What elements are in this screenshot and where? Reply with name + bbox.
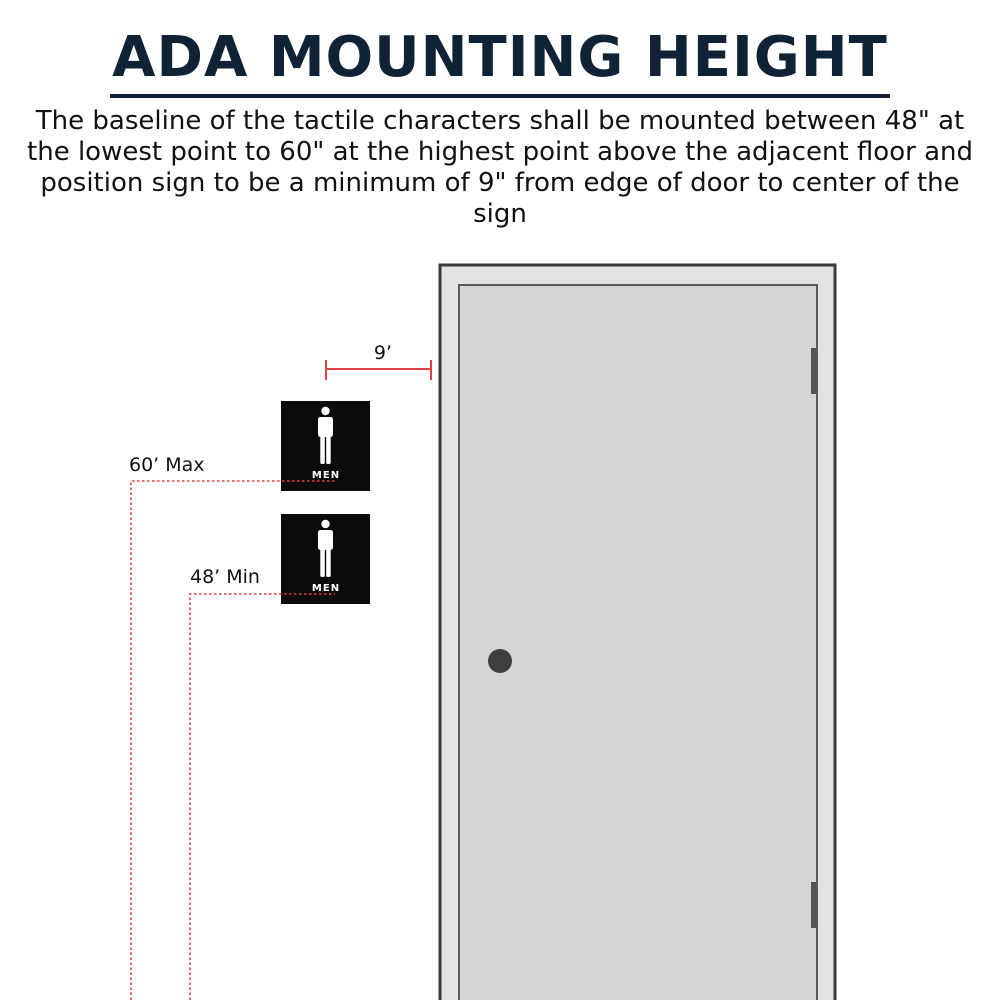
- offset-label: 9’: [373, 342, 393, 364]
- door-hinge-bottom: [811, 882, 817, 928]
- sign-lower-label: MEN: [311, 583, 341, 594]
- sign-upper-label: MEN: [311, 470, 341, 481]
- mounting-description: The baseline of the tactile characters shall be mounted between 48" at the lowest point to 60" at the highest point above the adjacent floor and position sign to be a minimum of 9" from edge of door to center of the sign: [27, 106, 973, 229]
- title-text: ADA MOUNTING HEIGHT: [110, 28, 890, 98]
- sign-upper: [281, 401, 370, 491]
- min-height-line: [190, 594, 335, 1000]
- door: [440, 265, 835, 1000]
- sign-lower: [281, 514, 370, 604]
- max-height-label: 60’ Max: [129, 454, 205, 476]
- min-height-dimension: [190, 566, 335, 1000]
- door-knob: [488, 649, 512, 673]
- min-height-label: 48’ Min: [190, 566, 260, 588]
- door-offset-dimension: [326, 342, 431, 380]
- door-hinge-top: [811, 348, 817, 394]
- door-panel: [459, 285, 817, 1000]
